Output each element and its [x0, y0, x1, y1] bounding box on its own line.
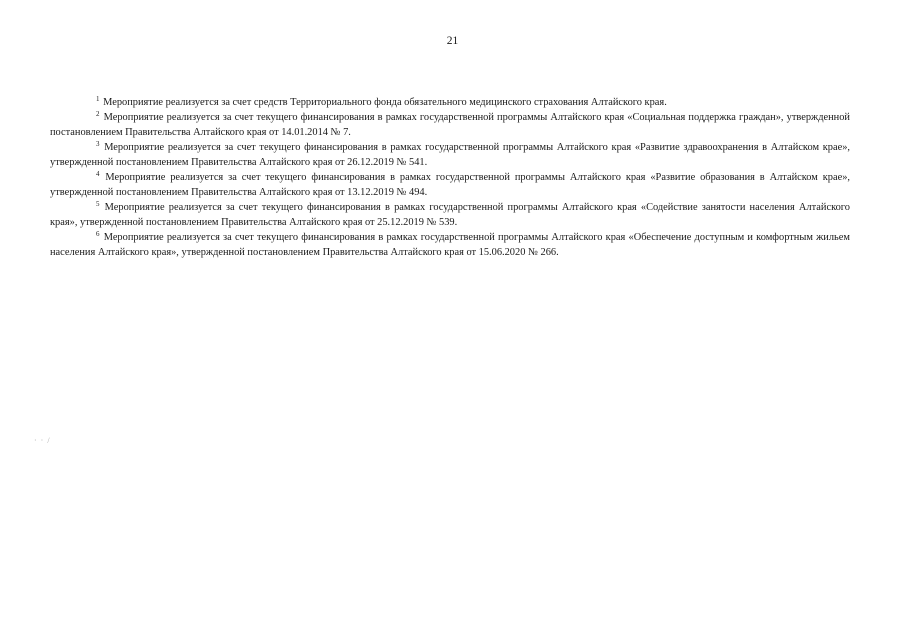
margin-scan-mark: · · / [34, 436, 51, 445]
footnote [50, 140, 850, 170]
footnote-mark: 2 [96, 110, 100, 118]
page-number: 21 [446, 35, 459, 47]
footnote-text: Мероприятие реализуется за счет текущего финансирования в рамках государственной программы Алтайского края «Содействие занятости населения Алтайского края», утвержденной постановлением Правительства Алтайского края от 25.12.2019 № 539. [50, 202, 850, 228]
footnote-text: Мероприятие реализуется за счет текущего финансирования в рамках государственной программы Алтайского края «Обеспечение доступным и комфортным жильем населения Алтайского края», утвержденной постановлением Правительства Алтайского края от 15.06.2020 № 266. [50, 232, 850, 258]
footnote-text: Мероприятие реализуется за счет текущего финансирования в рамках государственной программы Алтайского края «Социальная поддержка граждан», утвержденной постановлением Правительства Алтайского края от 14.01.2014 № 7. [50, 112, 850, 138]
footnote-mark: 3 [96, 140, 100, 148]
footnote-text: Мероприятие реализуется за счет средств Территориального фонда обязательного медицинского страхования Алтайского края. [103, 97, 667, 108]
footnote [50, 95, 850, 110]
footnote-mark: 1 [96, 95, 100, 103]
footnote [50, 200, 850, 230]
footnote-text: Мероприятие реализуется за счет текущего финансирования в рамках государственной программы Алтайского края «Развитие здравоохранения в Алтайском крае», утвержденной постановлением Правительства Алтайского края от 26.12.2019 № 541. [50, 142, 850, 168]
footnote [50, 170, 850, 200]
footnote-mark: 6 [96, 230, 100, 238]
footnotes-block [50, 95, 850, 260]
footnote [50, 110, 850, 140]
footnote-text: Мероприятие реализуется за счет текущего финансирования в рамках государственной программы Алтайского края «Развитие образования в Алтайском крае», утвержденной постановлением Правительства Алтайского края от 13.12.2019 № 494. [50, 172, 850, 198]
footnote-mark: 4 [96, 170, 100, 178]
footnote-mark: 5 [96, 200, 100, 208]
footnote [50, 230, 850, 260]
